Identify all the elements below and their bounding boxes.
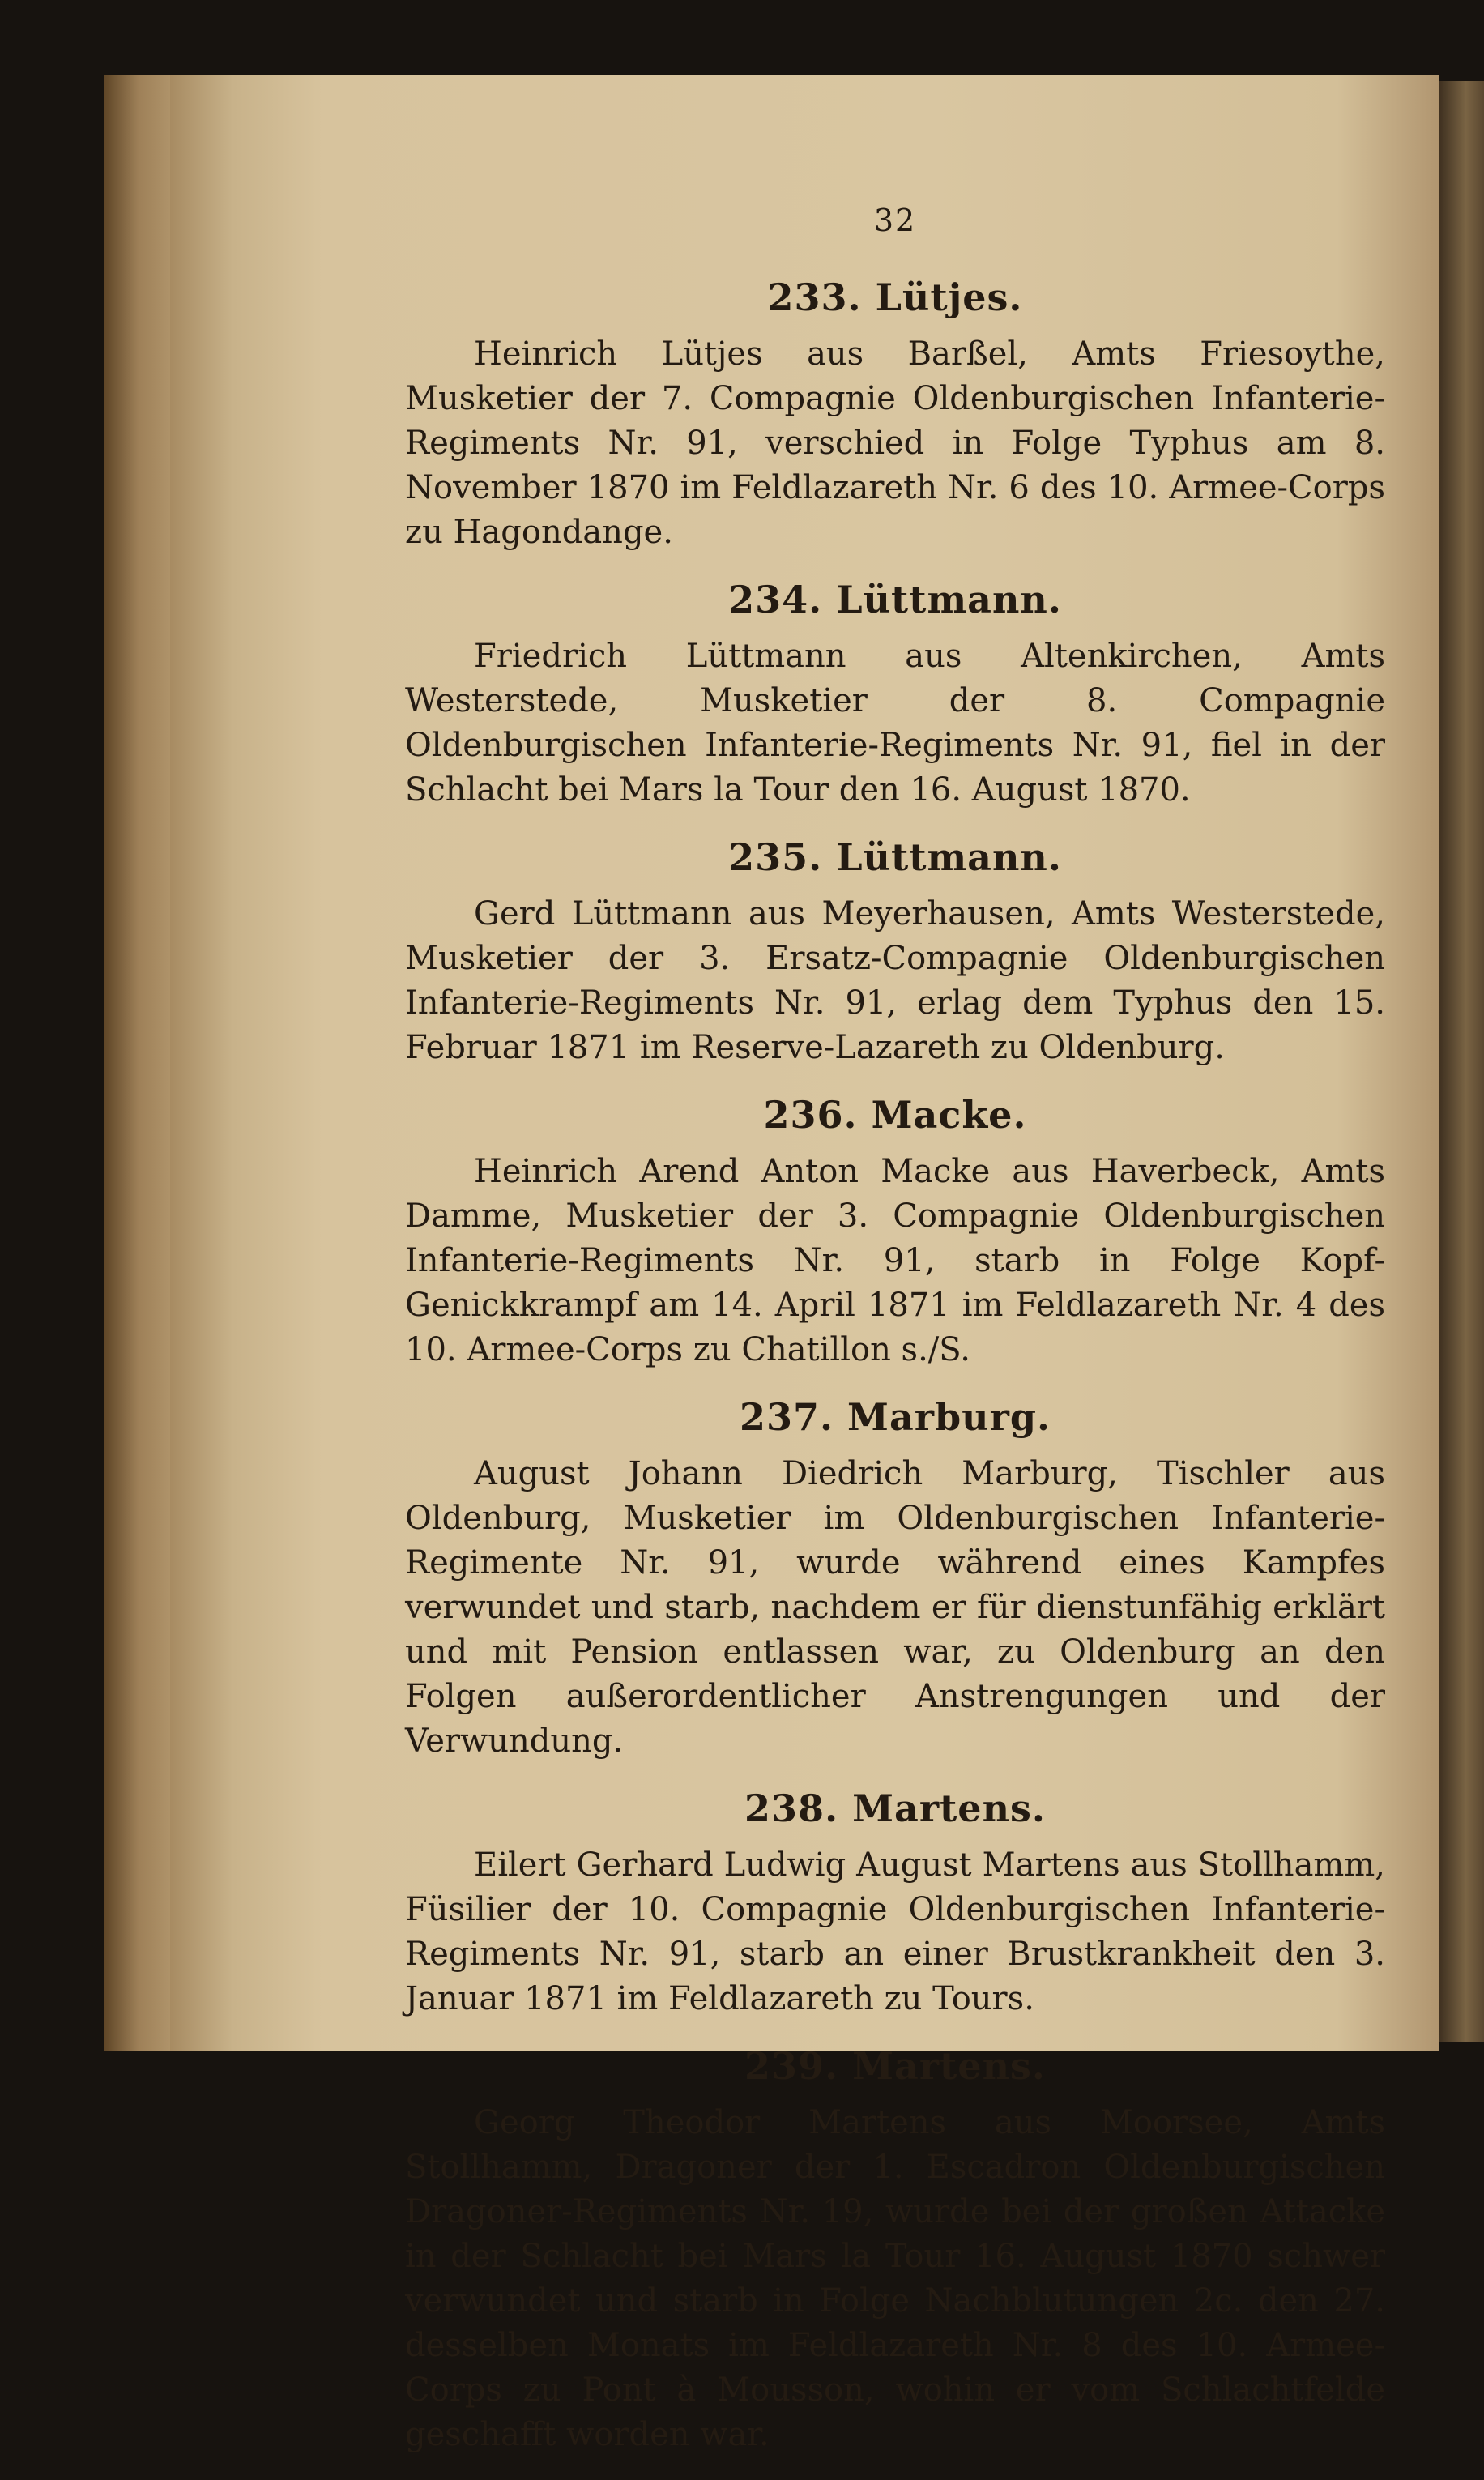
entry-heading: 235. Lüttmann. (728, 835, 1062, 879)
entry-body: Heinrich Arend Anton Macke aus Haverbeck, Amts Damme, Musketier der 3. Compagnie Oldenburgischen Infanterie-Regiments Nr. 91, starb in Folge Kopf-Genickkrampf am 14. April 1871 im Feldlazareth Nr. 4 des 10. Armee-Corps zu Chatillon s./S. (405, 1153, 1385, 1368)
entry-233 (405, 275, 1385, 555)
entry-heading: 233. Lütjes. (767, 275, 1023, 319)
entry-body: Heinrich Lütjes aus Barßel, Amts Friesoythe, Musketier der 7. Compagnie Oldenburgischen Infanterie-Regiments Nr. 91, verschied in Folge Typhus am 8. November 1870 im Feldlazareth Nr. 6 des 10. Armee-Corps zu Hagondange. (405, 335, 1385, 551)
right-page-edge (1439, 81, 1484, 2042)
entry-237 (405, 1395, 1385, 1764)
entry-body: Friedrich Lüttmann aus Altenkirchen, Amts Westerstede, Musketier der 8. Compagnie Oldenburgischen Infanterie-Regiments Nr. 91, fiel in der Schlacht bei Mars la Tour den 16. August 1870. (405, 638, 1385, 809)
entry-heading: 237. Marburg. (739, 1395, 1051, 1439)
entry-239 (405, 2044, 1385, 2457)
entry-heading: 239. Martens. (744, 2044, 1046, 2088)
entry-body: Gerd Lüttmann aus Meyerhausen, Amts Westerstede, Musketier der 3. Ersatz-Compagnie Oldenburgischen Infanterie-Regiments Nr. 91, erlag dem Typhus den 15. Februar 1871 im Reserve-Lazareth zu Oldenburg. (405, 895, 1385, 1066)
entry-body: August Johann Diedrich Marburg, Tischler aus Oldenburg, Musketier im Oldenburgischen Infanterie-Regimente Nr. 91, wurde während eines Kampfes verwundet und starb, nachdem er für dienstunfähig erklärt und mit Pension entlassen war, zu Oldenburg an den Folgen außerordentlicher Anstrengungen und der Verwundung. (405, 1455, 1385, 1760)
entry-238 (405, 1786, 1385, 2021)
entry-heading: 238. Martens. (744, 1786, 1046, 1830)
entry-235 (405, 835, 1385, 1070)
entry-body: Eilert Gerhard Ludwig August Martens aus Stollhamm, Füsilier der 10. Compagnie Oldenburgischen Infanterie-Regiments Nr. 91, starb an einer Brustkrankheit den 3. Januar 1871 im Feldlazareth zu Tours. (405, 1846, 1385, 2017)
entry-234 (405, 578, 1385, 813)
page-text (405, 203, 1385, 2480)
entry-236 (405, 1093, 1385, 1372)
page-number: 32 (873, 203, 917, 238)
entry-body: Georg Theodor Martens aus Moorsee, Amts Stollhamm, Dragoner der 1. Escadron Oldenburgischen Dragoner-Regiments Nr. 19, wurde bei der großen Attacke in der Schlacht bei Mars la Tour 16. August 1870 schwer verwundet und starb in Folge Nachblutungen 2c. den 27. desselben Monats im Feldlazareth Nr. 8 des 10. Armee-Corps zu Pont à Mousson, wohin er vom Schlachtfelde geschafft worden war. (405, 2104, 1385, 2453)
entry-heading: 236. Macke. (763, 1093, 1027, 1137)
entry-heading: 234. Lüttmann. (728, 578, 1062, 621)
